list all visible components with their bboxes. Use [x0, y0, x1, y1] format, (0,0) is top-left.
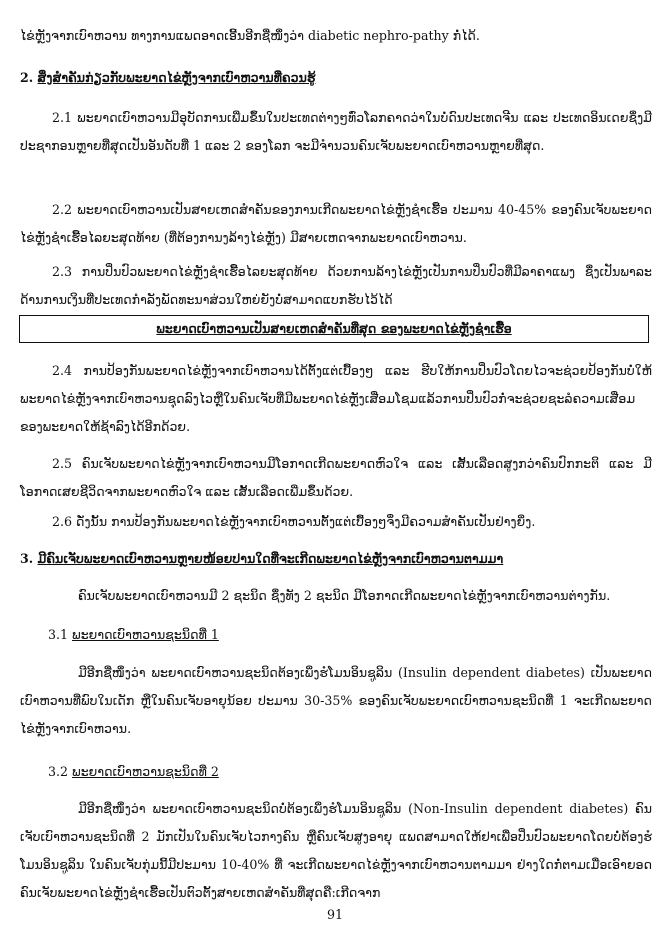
- continuation-line: ໄຂ່ຫຼັງຈາກເບົາຫວານ ທາງການແພດອາດເອີ້ນອີກຊື່ໜຶ່ງວ່າ diabetic nephro-pathy ກໍ່ໄດ້.: [20, 28, 480, 43]
- section-3-heading: [20, 545, 652, 573]
- paragraph-2-6: 2.6 ດັ່ງນັ້ນ ການປ້ອງກັນພະຍາດໄຂ່ຫຼັງຈາກເບົາຫວານຕັ້ງແຕ່ເບື້ອງໆຈຶ່ງມີຄວາມສຳຄັນເປັນຢ່າງຍິ່ງ.: [52, 514, 536, 529]
- page-number: 91: [326, 907, 344, 922]
- subsection-3-2-title: ພະຍາດເບົາຫວານຊະນິດທີ່ 2: [72, 764, 219, 779]
- section-2-number: 2.: [20, 70, 34, 85]
- subsection-3-2-number: 3.2: [48, 764, 69, 779]
- key-statement-box: ພະຍາດເບົາຫວານເປັນສາຍເຫດສຳຄັນທີ່ສຸດ ຂອງພະຍາດໄຂ່ຫຼັງຊຳເຮື້ອ: [19, 315, 649, 343]
- section-2-title: ສິ່ງສຳຄັນກ່ຽວກັບພະຍາດໄຂ່ຫຼັງຈາກເບົາຫວານທີ່ຄວນຮູ້: [37, 70, 316, 85]
- section-3-number: 3.: [20, 551, 34, 566]
- section-2-heading: [20, 64, 652, 92]
- paragraph-2-3: 2.3 ການປິ່ນປົວພະຍາດໄຂ່ຫຼັງຊຳເຮື້ອໄລຍະສຸດທ້າຍ ດ້ວຍການລ້າງໄຂ່ຫຼັງເປັນການປິ່ນປົວທີ່ມີລາຄາແພງ ຊຶ່ງເປັນພາລະດ້ານການເງິນທີ່ປະເທດກຳລັງພັດທະນາສ່ວນໃຫຍ່ຍັງບໍ່ສາມາດແບກຮັບໄວ້ໄດ້: [20, 264, 652, 307]
- section-3-intro: ຄົນເຈັບພະຍາດເບົາຫວານມີ 2 ຊະນິດ ຊຶ່ງທັງ 2 ຊະນິດ ມີໂອກາດເກີດພະຍາດໄຂ່ຫຼັງຈາກເບົາຫວານຕ່າງກັນ.: [78, 588, 611, 603]
- subsection-3-1-title: ພະຍາດເບົາຫວານຊະນິດທີ່ 1: [72, 627, 219, 642]
- paragraph-2-2: 2.2 ພະຍາດເບົາຫວານເປັນສາຍເຫດສຳຄັນຂອງການເກີດພະຍາດໄຂ່ຫຼັງຊຳເຮື້ອ ປະມານ 40-45% ຂອງຄົນເຈັບພະຍາດໄຂ່ຫຼັງຊຳເຮື້ອໄລຍະສຸດທ້າຍ (ທີ່ຕ້ອງການງລ້າງໄຂ່ຫຼັງ) ມີສາຍເຫດຈາກພະຍາດເບົາຫວານ.: [20, 202, 652, 245]
- paragraph-3-1: ມີອີກຊື່ໜຶ່ງວ່າ ພະຍາດເບົາຫວານຊະນິດຕ້ອງເພິ່ງຮໍໂມນອິນຊູລິນ (Insulin dependent diabetes) ເປັນພະຍາດເບົາຫວານທີ່ພົບໃນເດັກ ຫຼືໃນຄົນເຈັບອາຍຸນ້ອຍ ປະມານ 30-35% ຂອງຄົນເຈັບພະຍາດເບົາຫວານຊະນິດທີ່ 1 ຈະເກີດພະຍາດໄຂ່ຫຼັງຈາກເບົາຫວານ.: [20, 665, 652, 736]
- paragraph-2-5: 2.5 ຄົນເຈັບພະຍາດໄຂ່ຫຼັງຈາກເບົາຫວານມີໂອກາດເກີດພະຍາດຫົວໃຈ ແລະ ເສັ້ນເລືອດສູງກວ່າຄົນປົກກະຕິ ແລະ ມີໂອກາດເສຍຊີວິດຈາກພະຍາດຫົວໃຈ ແລະ ເສັ້ນເລືອດເພີ່ມຂຶ້ນດ້ວຍ.: [20, 456, 652, 499]
- subsection-3-2-heading: [48, 758, 219, 786]
- subsection-3-1-number: 3.1: [48, 627, 69, 642]
- paragraph-2-4: 2.4 ການປ້ອງກັນພະຍາດໄຂ່ຫຼັງຈາກເບົາຫວານໄດ້ຕັ້ງແຕ່ເບື້ອງໆ ແລະ ຮີບໃຫ້ການປິ່ນປົວໂດຍໄວຈະຊ່ວຍປ້ອງກັນບໍ່ໃຫ້ພະຍາດໄຂ່ຫຼັງຈາກເບົາຫວານຊຸດລົງໄວຫຼືໃນຄົນເຈັບທີ່ມີພະຍາດໄຂ່ຫຼັງເສື່ອມໂຊມແລ້ວການປິ່ນປົວກໍ່ຈະຊ່ວຍຊະລໍຄວາມເສື່ອມຂອງພະຍາດໃຫ້ຊ້າລົງໄດ້ອີກດ້ວຍ.: [20, 363, 652, 434]
- paragraph-3-2: ມີອີກຊື່ໜຶ່ງວ່າ ພະຍາດເບົາຫວານຊະນິດບໍ່ຕ້ອງເພິ່ງຮໍໂມນອິນຊູລິນ (Non-Insulin dependent diabetes) ຄົນເຈັບເບົາຫວານຊະນິດທີ່ 2 ມັກເປັນໃນຄົນເຈັບໄວກາງຄົນ ຫຼືຄົນເຈັບສູງອາຍຸ ແພດສາມາດໃຫ້ຢາເພື່ອປິ່ນປົວພະຍາດໂດຍບໍ່ຕ້ອງຮໍໂມນອິນຊູລິນ ໃນຄົນເຈັບກຸ່ມນີ້ມີປະມານ 10-40% ທີ່ ຈະເກີດພະຍາດໄຂ່ຫຼັງຈາກເບົາຫວານຕາມມາ ຢ່າງໃດກໍ່ຕາມເມື່ອເອົາຍອດຄົນເຈັບພະຍາດໄຂ່ຫຼັງຊຳເຮື້ອເປັນຕົວຕັ້ງສາຍເຫດສຳຄັນທີ່ສຸດຄື:ເກີດຈາກ: [20, 801, 652, 900]
- paragraph-2-1: 2.1 ພະຍາດເບົາຫວານມີອຸບັດການເພີ່ມຂຶ້ນໃນປະເທດຕ່າງໆທົ່ວໂລກຄາດວ່າໃນບໍ່ດົນປະເທດຈີນ ແລະ ປະເທດອິນເດຍຊຶ່ງມີປະຊາກອນຫຼາຍທີ່ສຸດເປັນອັນດັບທີ່ 1 ແລະ 2 ຂອງໂລກ ຈະມີຈຳນວນຄົນເຈັບພະຍາດເບົາຫວານຫຼາຍທີ່ສຸດ.: [20, 110, 652, 153]
- subsection-3-1-heading: [48, 621, 219, 649]
- section-3-title: ມີຄົນເຈັບພະຍາດເບົາຫວານຫຼາຍໜ້ອຍປານໃດທີ່ຈະເກີດພະຍາດໄຂ່ຫຼັງຈາກເບົາຫວານຕາມມາ: [37, 551, 504, 566]
